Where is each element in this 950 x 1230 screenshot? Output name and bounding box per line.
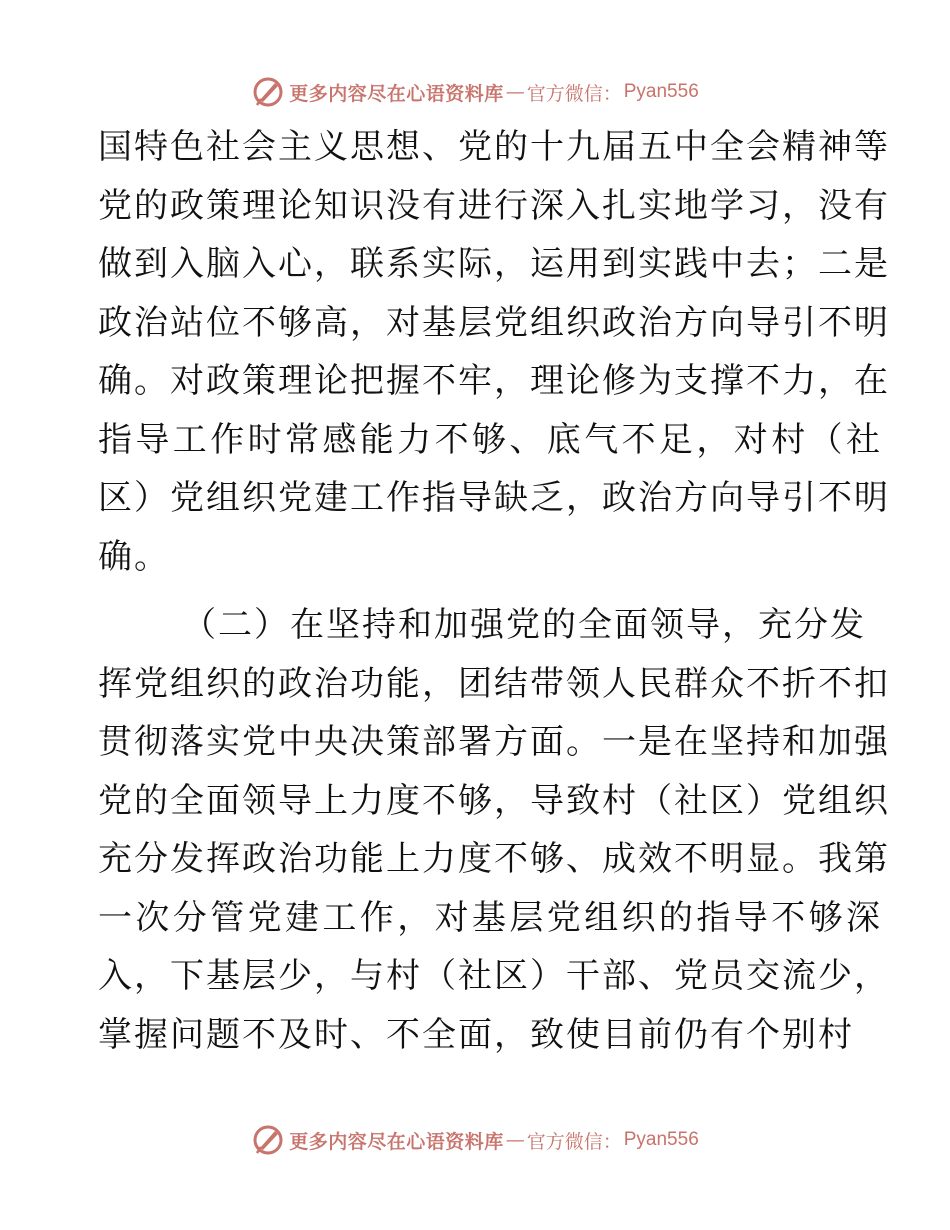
banner-separator: — [505, 81, 525, 103]
text-line: 做到入脑入心，联系实际，运用到实践中去；二是 [98, 244, 890, 284]
text-line: 国特色社会主义思想、党的十九届五中全会精神等 [98, 127, 890, 167]
text-line: 挥党组织的政治功能，团结带领人民群众不折不扣 [98, 663, 890, 704]
text-line: 确。对政策理论把握不牢，理论修为支撑不力，在 [98, 361, 890, 401]
quill-logo-icon [251, 1123, 285, 1157]
text-line: 掌握问题不及时、不全面，致使目前仍有个别村 [98, 1014, 854, 1055]
text-line: 区）党组织党建工作指导缺乏，政治方向导引不明 [98, 478, 890, 518]
text-line: 确。 [98, 536, 170, 577]
text-line: 一次分管党建工作，对基层党组织的指导不够深 [98, 897, 884, 938]
text-line: 政治站位不够高，对基层党组织政治方向导引不明 [98, 302, 890, 343]
paragraph-2 [98, 596, 890, 1064]
quill-logo-icon [251, 75, 285, 109]
footer-banner [0, 1120, 950, 1160]
header-banner [0, 72, 950, 112]
banner-wechat-id: Pyan556 [623, 81, 699, 102]
banner-slogan: 更多内容尽在心语资料库 [289, 82, 504, 105]
banner-wechat-id: Pyan556 [623, 1129, 699, 1150]
text-line: 指导工作时常感能力不够、底气不足，对村（社 [98, 419, 884, 460]
text-line: 党的政策理论知识没有进行深入扎实地学习，没有 [98, 185, 890, 226]
body-text [98, 118, 890, 1064]
banner-wechat-label: 官方微信： [526, 1130, 622, 1153]
banner-slogan: 更多内容尽在心语资料库 [289, 1130, 504, 1153]
text-line: 党的全面领导上力度不够，导致村（社区）党组织 [98, 780, 890, 821]
text-line: 入，下基层少，与村（社区）干部、党员交流少， [98, 956, 890, 996]
text-line: 充分发挥政治功能上力度不够、成效不明显。我第 [98, 839, 890, 879]
banner-separator: — [505, 1129, 525, 1151]
paragraph-1 [98, 118, 890, 586]
paragraph-heading-line: （二）在坚持和加强党的全面领导，充分发 [182, 605, 866, 645]
text-line: 贯彻落实党中央决策部署方面。一是在坚持和加强 [98, 722, 890, 762]
banner-wechat-label: 官方微信： [526, 82, 622, 105]
